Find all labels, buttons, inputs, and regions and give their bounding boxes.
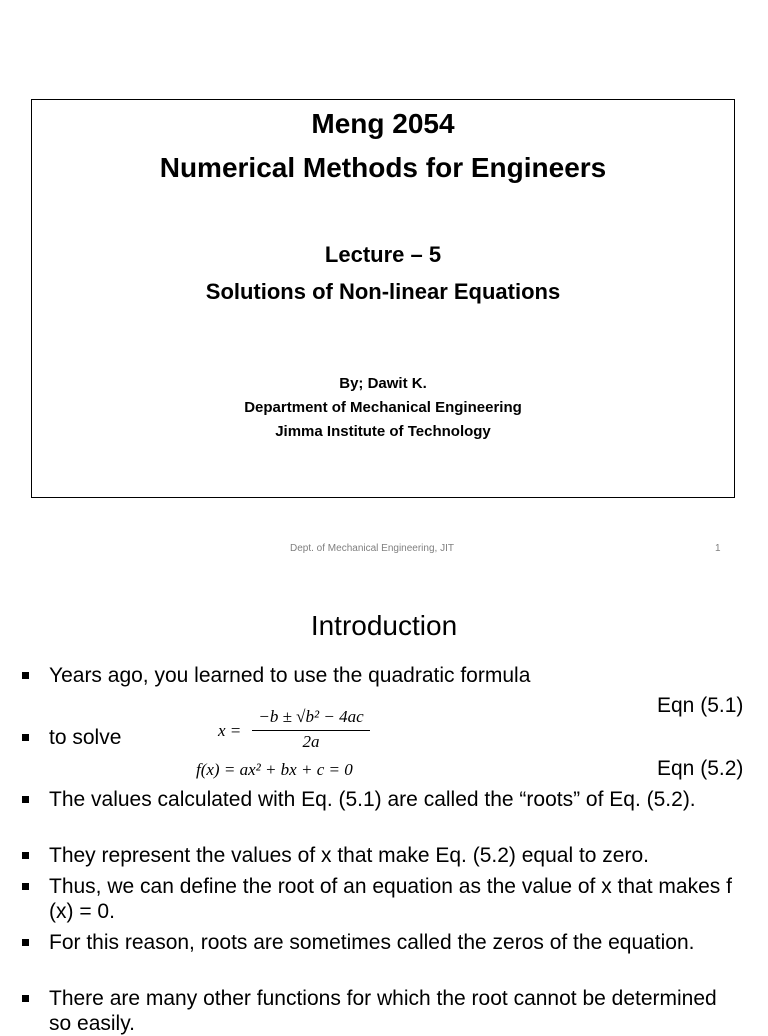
- bullet-icon: [22, 883, 29, 890]
- lecture-number: Lecture – 5: [324, 242, 442, 267]
- course-code: Meng 2054: [311, 108, 455, 139]
- bullet-icon: [22, 852, 29, 859]
- equation-label-1: Eqn (5.1): [657, 694, 744, 717]
- bullet-icon: [22, 796, 29, 803]
- course-title: Numerical Methods for Engineers: [159, 152, 607, 183]
- department: Department of Mechanical Engineering: [244, 399, 522, 416]
- page-number: 1: [715, 543, 721, 554]
- bullet-icon: [22, 734, 29, 741]
- bullet-icon: [22, 995, 29, 1002]
- lecture-topic: Solutions of Non-linear Equations: [205, 279, 561, 304]
- title-slide-box: [31, 99, 735, 498]
- equation-label-2: Eqn (5.2): [657, 757, 744, 780]
- fraction-bar: [252, 730, 370, 731]
- author: By; Dawit K.: [339, 375, 427, 392]
- slide-footer: Dept. of Mechanical Engineering, JIT: [290, 543, 454, 554]
- bullet-icon: [22, 672, 29, 679]
- institute: Jimma Institute of Technology: [275, 423, 491, 440]
- quadratic-equation: f(x) = ax² + bx + c = 0: [196, 760, 353, 779]
- bullet-icon: [22, 939, 29, 946]
- slide-title: Introduction: [310, 610, 458, 641]
